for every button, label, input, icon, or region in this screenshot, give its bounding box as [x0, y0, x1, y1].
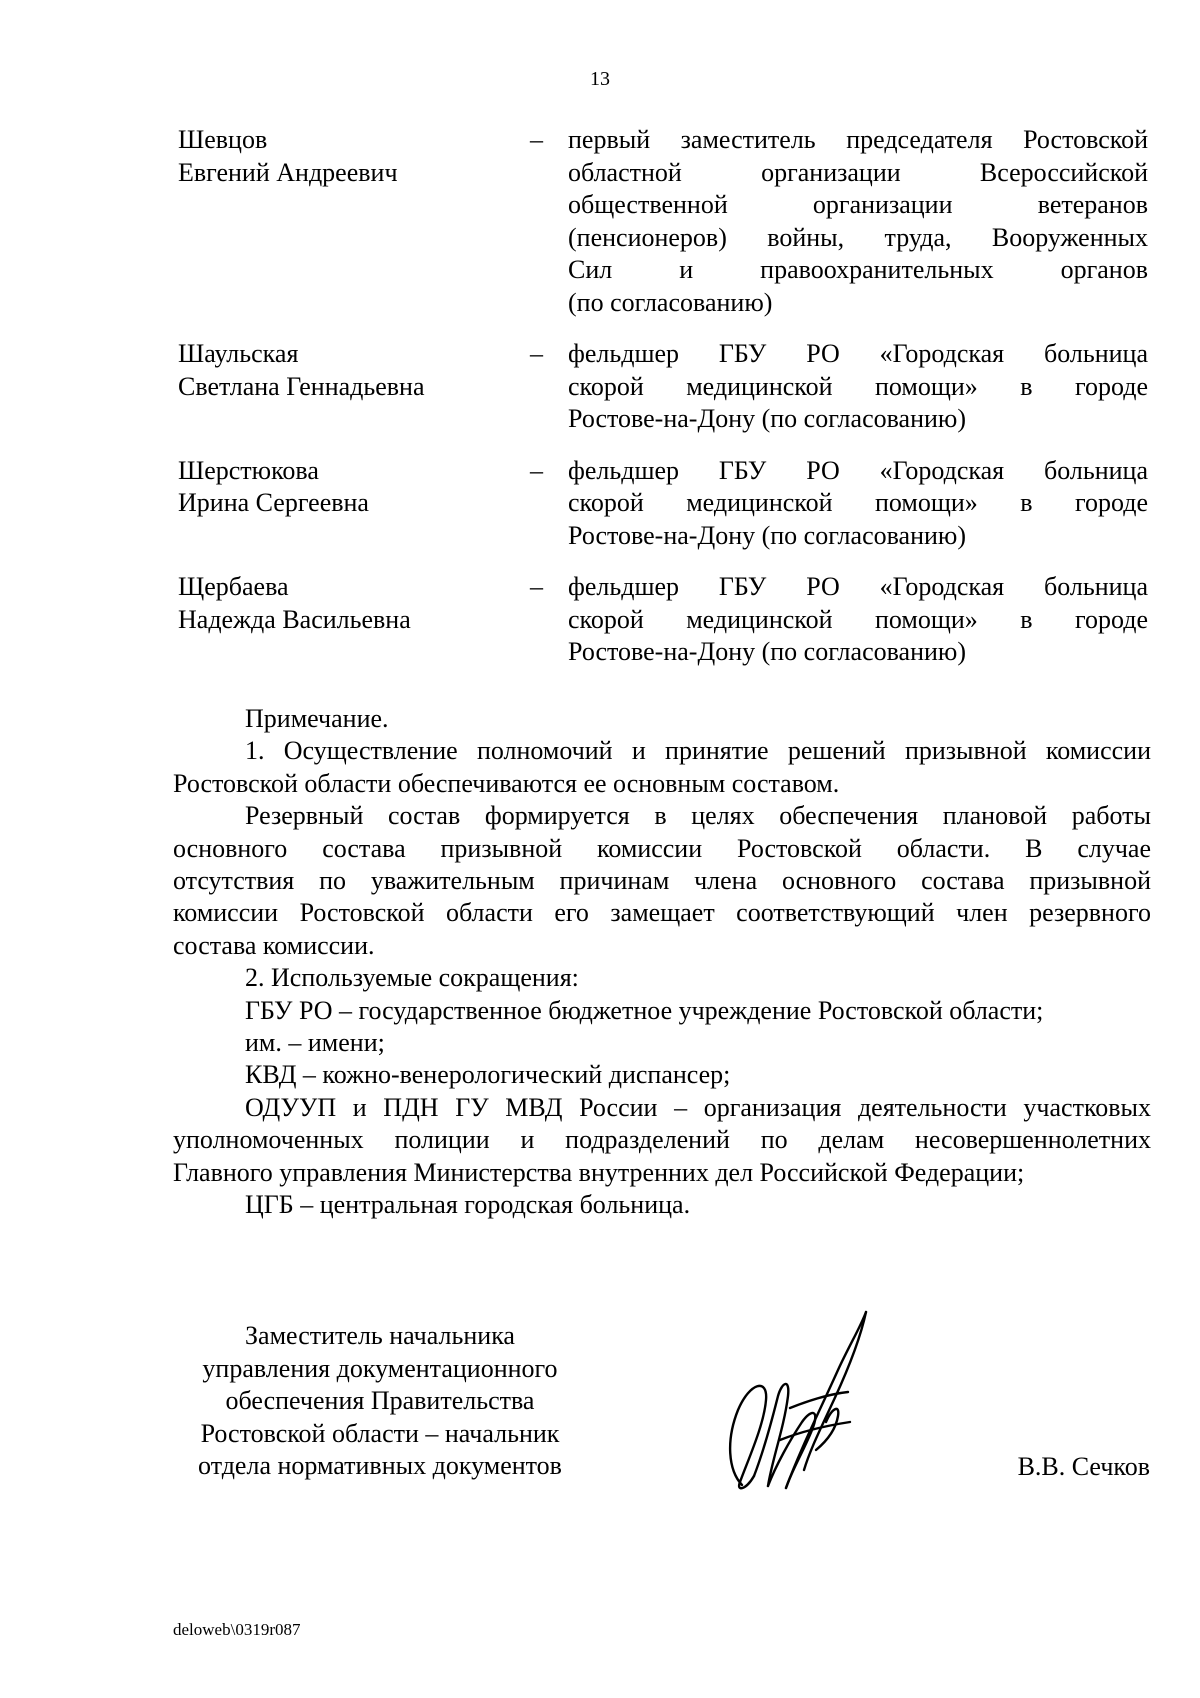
description-line: Сил и правоохранительных органов	[568, 255, 1148, 284]
handwritten-signature	[720, 1300, 880, 1500]
member-surname: Шаульская	[178, 339, 299, 368]
notes-section	[173, 703, 1151, 1222]
member-surname: Шерстюкова	[178, 455, 319, 485]
position-line: Ростовской области – начальник	[200, 1418, 560, 1448]
member-surname: Шевцов	[178, 125, 268, 154]
description-line: фельдшер ГБУ РО «Городская больница	[568, 339, 1148, 368]
abbreviation-oduup-line: Главного управления Министерства внутренних дел Российской Федерации;	[173, 1157, 1025, 1187]
description-line: (пенсионеров) войны, труда, Вооруженных	[568, 222, 1148, 252]
member-name	[178, 124, 528, 319]
member-description	[568, 124, 1148, 319]
position-line: управления документационного	[202, 1353, 558, 1383]
description-line: Ростове-на-Дону (по согласованию)	[568, 637, 966, 666]
member-given-names: Надежда Васильевна	[178, 604, 411, 634]
abbreviation-kvd: КВД – кожно-венерологический диспансер;	[245, 1060, 731, 1090]
reserve-paragraph-line: комиссии Ростовской области его замещает соответствующий член резервного	[173, 898, 1151, 928]
abbreviation-gbu-ro: ГБУ РО – государственное бюджетное учреждение Ростовской области;	[245, 995, 1044, 1025]
reserve-paragraph-line: основного состава призывной комиссии Ростовской области. В случае	[173, 833, 1151, 863]
member-dash: –	[530, 572, 543, 601]
description-line: Ростове-на-Дону (по согласованию)	[568, 520, 966, 550]
reserve-paragraph-line: состава комиссии.	[173, 930, 375, 960]
member-description	[568, 455, 1148, 553]
member-entry	[178, 338, 1148, 436]
description-line: (по согласованию)	[568, 287, 773, 317]
description-line: областной организации Всероссийской	[568, 157, 1148, 187]
note-item-1-line: Ростовской области обеспечиваются ее основным составом.	[173, 768, 840, 798]
member-dash: –	[530, 339, 543, 368]
member-given-names: Евгений Андреевич	[178, 157, 398, 187]
description-line: фельдшер ГБУ РО «Городская больница	[568, 572, 1148, 601]
signer-name: В.В. Сечков	[1017, 1452, 1150, 1481]
reserve-paragraph-line: отсутствия по уважительным причинам члена основного состава призывной	[173, 866, 1151, 896]
abbreviation-cgb: ЦГБ – центральная городская больница.	[245, 1190, 691, 1220]
document-code: deloweb\0319r087	[173, 1620, 301, 1639]
member-description	[568, 338, 1148, 436]
member-name	[178, 571, 528, 669]
member-given-names: Светлана Геннадьевна	[178, 371, 425, 401]
position-line: отдела нормативных документов	[198, 1451, 562, 1480]
note-item-2-heading: 2. Используемые сокращения:	[245, 963, 579, 993]
position-line: Заместитель начальника	[245, 1321, 515, 1350]
abbreviation-im: им. – имени;	[245, 1028, 385, 1058]
reserve-paragraph-line: Резервный состав формируется в целях обеспечения плановой работы	[245, 801, 1151, 831]
description-line: фельдшер ГБУ РО «Городская больница	[568, 455, 1148, 485]
member-entry	[178, 124, 1148, 319]
page-number: 13	[590, 68, 610, 90]
description-line: скорой медицинской помощи» в городе	[568, 488, 1148, 517]
description-line: скорой медицинской помощи» в городе	[568, 604, 1148, 634]
description-line: общественной организации ветеранов	[568, 190, 1148, 219]
member-given-names: Ирина Сергеевна	[178, 488, 369, 517]
member-name	[178, 455, 528, 553]
member-name	[178, 338, 528, 436]
position-line: обеспечения Правительства	[225, 1386, 535, 1415]
description-line: первый заместитель председателя Ростовской	[568, 125, 1148, 154]
member-dash: –	[530, 455, 543, 485]
abbreviation-oduup-line: уполномоченных полиции и подразделений по делам несовершеннолетних	[173, 1125, 1151, 1155]
member-description	[568, 571, 1148, 669]
member-entry	[178, 455, 1148, 553]
signatory-position	[160, 1320, 600, 1483]
member-surname: Щербаева	[178, 572, 289, 601]
note-item-1-line: 1. Осуществление полномочий и принятие решений призывной комиссии	[245, 736, 1151, 766]
member-list	[178, 124, 1148, 688]
member-entry	[178, 571, 1148, 669]
description-line: Ростове-на-Дону (по согласованию)	[568, 404, 966, 433]
notes-heading: Примечание.	[245, 704, 389, 733]
abbreviation-oduup-line: ОДУУП и ПДН ГУ МВД России – организация деятельности участковых	[245, 1092, 1151, 1122]
member-dash: –	[530, 125, 543, 154]
description-line: скорой медицинской помощи» в городе	[568, 371, 1148, 401]
